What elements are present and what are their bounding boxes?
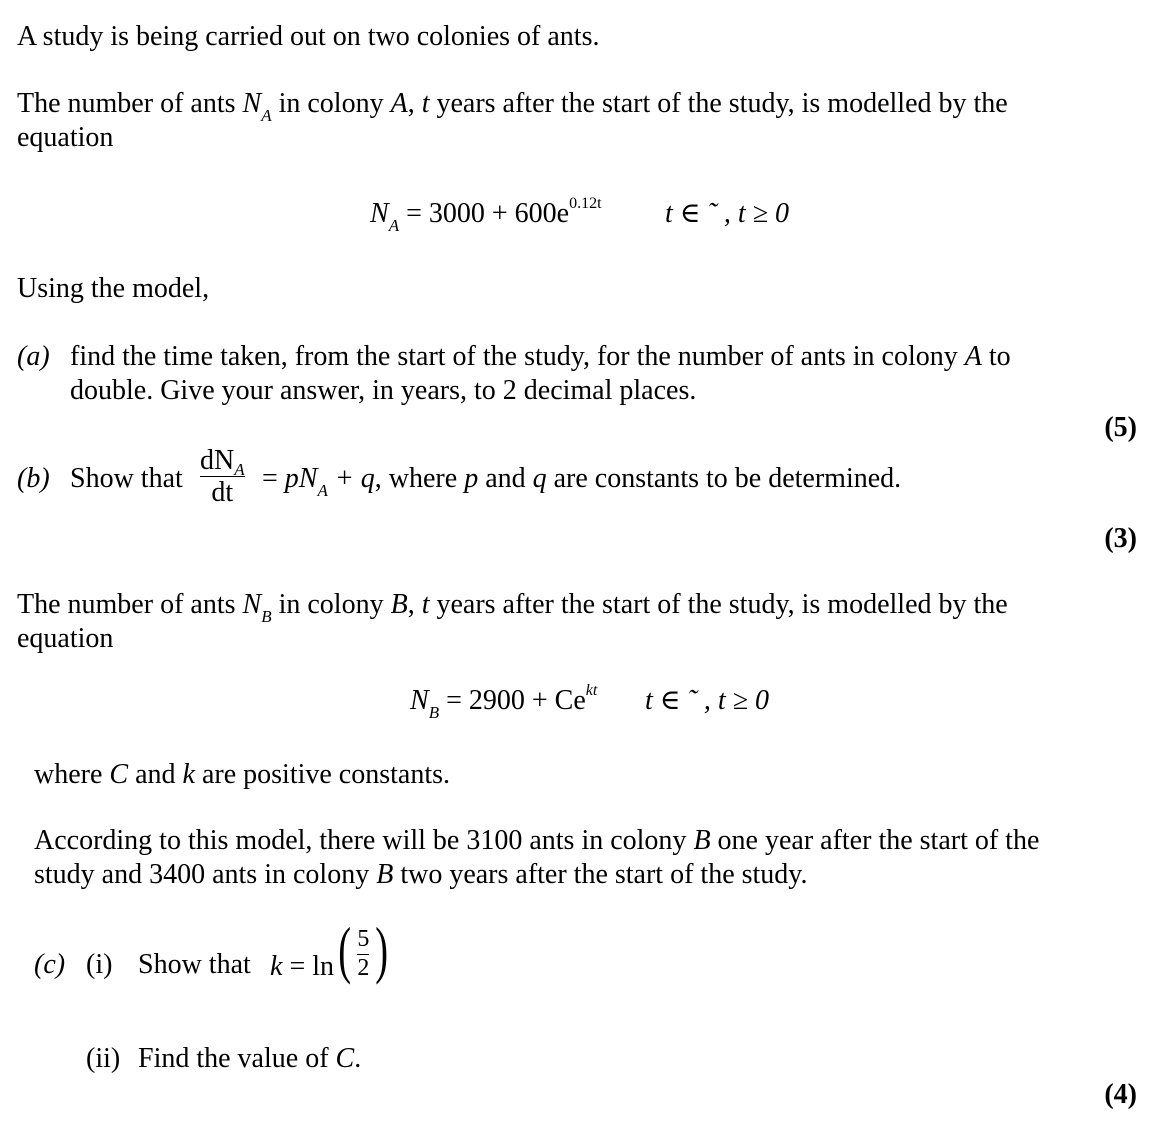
colony-b-description-line1: The number of ants $N_B$ in colony B, t years after the start of the study, is modelled by the	[17, 589, 1008, 626]
part-b-show-that: Show that	[70, 463, 183, 494]
colony-b-according-line1: According to this model, there will be 3100 ants in colony B one year after the start of the	[34, 825, 1040, 856]
colony-a-equation: $N_A = 3000 + 600e^{0.12t}$	[370, 195, 602, 235]
part-a-marks: (5)	[1104, 412, 1137, 443]
using-model-text: Using the model,	[17, 273, 210, 304]
colony-a-domain: t ∈ ˜ , t ≥ 0	[665, 198, 789, 229]
part-c-ii-text: Find the value of C.	[138, 1043, 362, 1074]
colony-b-equation: $N_B = 2900 + Ce^{kt}$	[410, 682, 598, 722]
part-c-marks: (4)	[1104, 1079, 1137, 1110]
part-c-i-fraction: ( $\frac{5}{2}$ )	[338, 914, 389, 985]
part-b-marks: (3)	[1104, 523, 1137, 554]
part-c-i-equation: k = ln	[270, 951, 335, 982]
part-c-i-text: Show that	[138, 949, 251, 980]
part-a-line2: double. Give your answer, in years, to 2 decimal places.	[70, 375, 697, 406]
part-c-i-label: (i)	[86, 949, 113, 980]
part-b-derivative-fraction: $\frac{dN_A}{dt}$	[200, 445, 245, 509]
part-b-equation-rhs: = $pN_A + q$, where p and q are constants to be determined.	[262, 463, 902, 500]
colony-b-according-line2: study and 3400 ants in colony B two years after the start of the study.	[34, 859, 808, 890]
intro-text: A study is being carried out on two colonies of ants.	[17, 21, 600, 52]
colony-b-domain: t ∈ ˜ , t ≥ 0	[645, 685, 769, 716]
colony-a-description-line1: The number of ants $N_A$ in colony A, t years after the start of the study, is modelled by the	[17, 88, 1008, 125]
colony-b-where-text: where C and k are positive constants.	[34, 759, 451, 790]
colony-a-description-line2: equation	[17, 122, 114, 153]
part-b-label: (b)	[17, 463, 50, 494]
part-a-label: (a)	[17, 341, 50, 372]
colony-b-description-line2: equation	[17, 623, 114, 654]
part-c-ii-label: (ii)	[86, 1043, 121, 1074]
part-c-label: (c)	[34, 949, 66, 980]
part-a-line1: find the time taken, from the start of the study, for the number of ants in colony A to	[70, 341, 1011, 372]
